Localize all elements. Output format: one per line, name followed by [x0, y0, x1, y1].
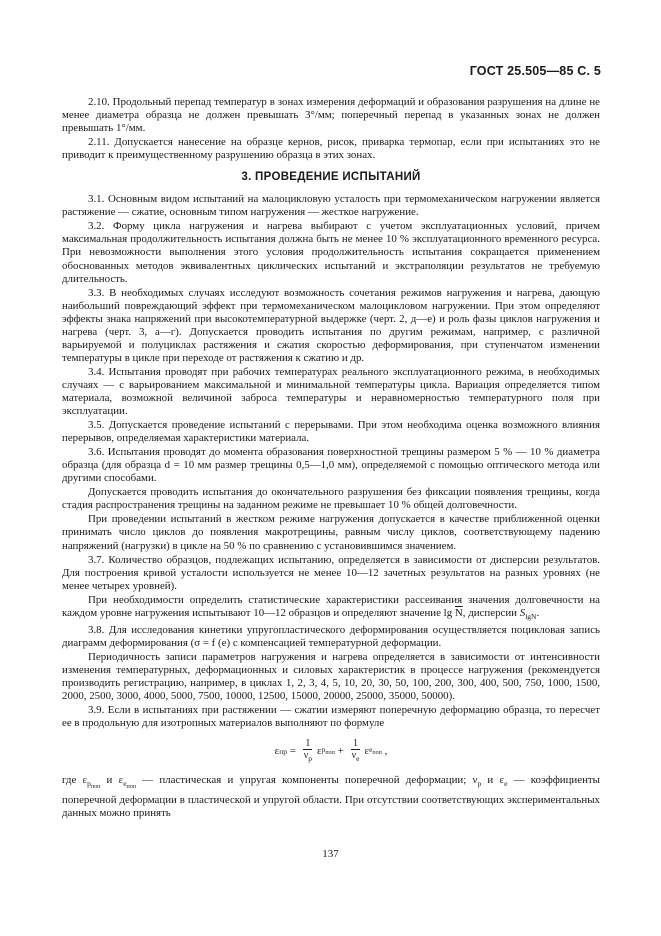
dispersion-symbol: S: [519, 606, 526, 619]
eps-p-subscript: [322, 743, 335, 760]
where-sub-1-subsub: поп: [90, 784, 101, 791]
eps-e-subscript: [369, 743, 382, 760]
nu-e-subscript: e: [356, 754, 360, 764]
where-sub-2: [123, 779, 136, 791]
paragraph-statistics: [62, 594, 600, 623]
paragraph-where: [62, 774, 600, 820]
paragraph-3-9: 3.9. Если в испытаниях при растяжении — сжатии измеряют поперечную деформацию образца, то пересчет ее в продольную для изотропных материалов выполняют по формуле: [62, 704, 600, 730]
formula-lhs: ε: [274, 744, 280, 757]
paragraph-3-7: 3.7. Количество образцов, подлежащих испытанию, определяется в зависимости от дисперсии результатов. Для построения кривой усталости используется не менее 10—12 зачетных результатов на разных уровнях (не менее четырех уровней).: [62, 553, 600, 592]
paragraph-2-11: 2.11. Допускается нанесение на образце кернов, рисок, приварка термопар, если при испытаниях это не приводит к преимущественному разрушению образца в этих зонах.: [62, 136, 600, 162]
paragraph-hard-mode: При проведении испытаний в жестком режиме нагружения допускается в качестве приближенной оценки принимать число циклов до появления макротрещины, равным числу циклов, соответствующему падению напряжений (нагрузки) в цикле на 50 % по сравнению с установившимся значением.: [62, 513, 600, 552]
where-text-2: и ε: [100, 774, 124, 787]
formula: [62, 738, 600, 764]
nu-p-subscript: p: [308, 754, 313, 764]
eps-p-sub-letter: p: [321, 744, 326, 754]
where-text-3: — пластическая и упругая компоненты поперечной деформации; ν: [135, 774, 478, 787]
section-title: 3. ПРОВЕДЕНИЕ ИСПЫТАНИЙ: [241, 171, 421, 184]
statistics-end: .: [536, 606, 540, 619]
where-text-4: и ε: [481, 774, 505, 787]
statistics-text: При необходимости определить статистические характеристики рассеивания значения долговечности на каждом уровне нагружения испытывают 10—12 образцов и определяют значение lg: [62, 593, 600, 619]
page-header: ГОСТ 25.505—85 С. 5: [469, 64, 601, 78]
page-number: 137: [322, 848, 339, 860]
where-sub-2-letter: e: [123, 779, 127, 789]
nu-p-symbol: ν: [303, 750, 309, 762]
paragraph-3-5: 3.5. Допускается проведение испытаний с перерывами. При этом необходима оценка возможного влияния перерывов, определяемая характеристики материала.: [62, 419, 600, 445]
where-sub-4: e: [504, 779, 508, 789]
formula-lhs-subscript: пр: [279, 746, 288, 756]
paragraph-3-4: 3.4. Испытания проводят при рабочих температурах реального эксплуатационного режима, в необходимых случаях — с варьированием максимальной и минимальной температуры цикла. Вариация определяется типом материала, возможной величиной заброса температуры и неравномерностью температурного поля при эксплуатации.: [62, 365, 600, 418]
paragraph-3-8: 3.8. Для исследования кинетики упругопластического деформирования осуществляется поцикловая запись диаграмм деформирования (σ = f (e) с компенсацией температурной деформации.: [62, 623, 600, 649]
paragraph-3-6: 3.6. Испытания проводят до момента образования поверхностной трещины размером 5 % — 10 % диаметра образца (для образца d = 10 мм размер трещины 0,5—1,0 мм), определяемой с помощью оптического метода или другими способами.: [62, 446, 600, 485]
paragraph-3-1: 3.1. Основным видом испытаний на малоцикловую усталость при термомеханическом нагружении является растяжение — сжатие, основным типом нагружения — жесткое нагружение.: [62, 193, 600, 219]
fraction-plastic: [302, 738, 314, 764]
where-text-1: где ε: [62, 774, 88, 787]
eps-e-symbol: ε: [364, 744, 370, 757]
mean-n-symbol: $\overline{N}$: [454, 606, 463, 619]
fraction-elastic-numerator: 1: [353, 738, 358, 750]
fraction-plastic-denominator: [302, 750, 314, 764]
where-sub-1-letter: p: [87, 779, 91, 789]
formula-equals: =: [287, 744, 299, 757]
where-sub-2-subsub: поп: [126, 784, 136, 791]
fraction-elastic: [350, 738, 362, 764]
dispersion-subscript: lgN: [525, 611, 537, 621]
paragraph-periodicity: Периодичность записи параметров нагружения и нагрева определяется в зависимости от интенсивности изменения температурных, деформационных и силовых характеристик в процессе нагружения (рекомендуется производить регистрацию, например, в циклах 1, 2, 3, 4, 5, 10, 20, 30, 50, 100, 200, 300, 400, 500, 750, 1000, 1500, 2000, 2500, 3000, 4000, 5000, 7500, 10000, 12500, 15000, 20000, 25000, 35000, 50000).: [62, 650, 600, 703]
paragraph-3-3: 3.3. В необходимых случаях исследуют возможность сочетания режимов нагружения и нагрева, дающую наибольший повреждающий эффект при термомеханическом малоцикловом нагружении. При этом определяют эффекты знака напряжений при высокотемпературной выдержке (черт. 2, д—е) и роль фазы циклов нагружения и нагрева (черт. 3, а—г). Допускается проводить испытания по другим режимам, например, с различной варьируемой и полуциклах растяжения и сжатия скоростью деформирования, при ступенчатом изменении температуры в цикле при переходе от растяжения к сжатию и др.: [62, 286, 600, 364]
fraction-elastic-denominator: [350, 750, 362, 764]
where-sub-1: [87, 779, 101, 791]
formula-plus: +: [334, 744, 347, 757]
paragraph-3-2: 3.2. Форму цикла нагружения и нагрева выбирают с учетом эксплуатационных условий, причем максимальная продолжительность испытания должна быть не менее 10 % эксплуатационного временного ресурса. При невозможности выполнения этого условия продолжительность испытания сокращается применением обоснованных методов эквивалентных циклических испытаний и экстраполяции результатов не требуемую длительность.: [62, 220, 600, 285]
nu-e-symbol: ν: [351, 750, 357, 762]
document-body: [62, 96, 600, 821]
paragraph-3-6-cont: Допускается проводить испытания до окончательного разрушения без фиксации появления трещины, когда стадия распространения трещины на заданном режиме не превышает 10 % общей долговечности.: [62, 486, 600, 512]
fraction-plastic-numerator: 1: [305, 738, 311, 750]
statistics-mid: , дисперсии: [462, 606, 518, 619]
where-text-5: — коэффициенты поперечной деформации в пластической и упругой области. При отсутствии соответствующих экспериментальных данных можно принять: [62, 774, 600, 820]
eps-p-symbol: ε: [317, 744, 322, 757]
formula-tail: ,: [381, 744, 388, 757]
eps-e-subsub: поп: [372, 749, 382, 756]
paragraph-2-10: 2.10. Продольный перепад температур в зонах измерения деформаций и образования разрушения на длине не менее диаметра образца не должен превышать 3°/мм; поперечный перепад в указанных зонах не должен превышать 1°/мм.: [62, 96, 600, 135]
eps-e-sub-letter: e: [369, 744, 373, 754]
eps-p-subsub: поп: [325, 749, 335, 756]
where-sub-3: p: [477, 779, 482, 789]
